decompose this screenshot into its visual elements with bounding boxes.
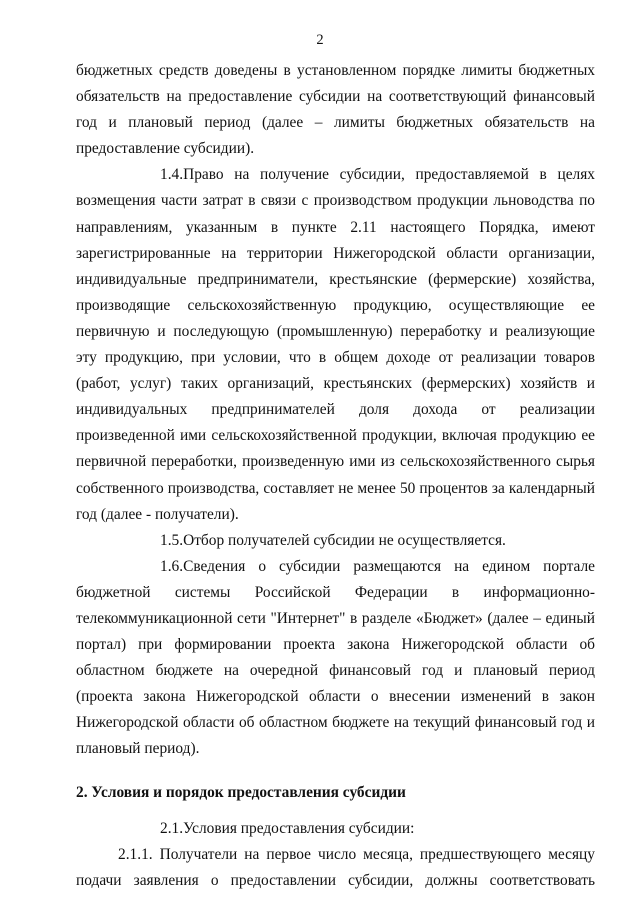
paragraph-continuation: бюджетных средств доведены в установленном порядке лимиты бюджетных обязательств на предоставление субсидии на соответствующий финансовый год и плановый период (далее – лимиты бюджетных обязательств на предоставление субсидии). xyxy=(76,62,595,158)
clause-number-1-4: 1.4. xyxy=(160,166,184,184)
clause-number-1-6: 1.6. xyxy=(160,557,184,575)
clause-text-1-5: Отбор получателей субсидии не осуществляется. xyxy=(183,531,506,549)
paragraph-2-1 xyxy=(76,816,595,842)
document-body xyxy=(76,58,595,894)
clause-text-2-1: Условия предоставления субсидии: xyxy=(183,819,415,837)
paragraph-1-5 xyxy=(76,528,595,554)
section-heading: 2. Условия и порядок предоставления субсидии xyxy=(76,783,406,801)
clause-text-1-4: Право на получение субсидии, предоставляемой в целях возмещения части затрат в связи с производством продукции льноводства по направлениям, указанным в пункте 2.11 настоящего Порядка, имеют зарегистрированные на территории Нижегородской области организации, индивидуальные предприниматели, крестьянские (фермерские) хозяйства, производящие сельскохозяйственную продукцию, осуществляющие ее первичную и последующую (промышленную) переработку и реализующие эту продукцию, при условии, что в общем доходе от реализации товаров (работ, услуг) таких организаций, крестьянских (фермерских) хозяйств и индивидуальных предпринимателей доля дохода от реализации произведенной ими сельскохозяйственной продукции, включая продукцию ее первичной переработки, произведенную ими из сельскохозяйственного сырья собственного производства, составляет не менее 50 процентов за календарный год (далее - получатели). xyxy=(76,166,595,523)
clause-number-2-1: 2.1. xyxy=(160,819,184,837)
page-number: 2 xyxy=(316,32,324,48)
paragraph-1-4 xyxy=(76,162,595,527)
clause-text-1-6: Сведения о субсидии размещаются на едином портале бюджетной системы Российской Федерации в информационно-телекоммуникационной сети "Интернет" в разделе «Бюджет» (далее – единый портал) при формировании проекта закона Нижегородской области об областном бюджете на очередной финансовый год и плановый период (проекта закона Нижегородской области о внесении изменений в закон Нижегородской области об областном бюджете на текущий финансовый год и плановый период). xyxy=(76,557,595,758)
clause-number-1-5: 1.5. xyxy=(160,531,184,549)
paragraph-2-1-1: 2.1.1. Получатели на первое число месяца, предшествующего месяцу подачи заявления о предоставлении субсидии, должны соответствовать xyxy=(76,845,595,889)
paragraph-1-6 xyxy=(76,554,595,763)
